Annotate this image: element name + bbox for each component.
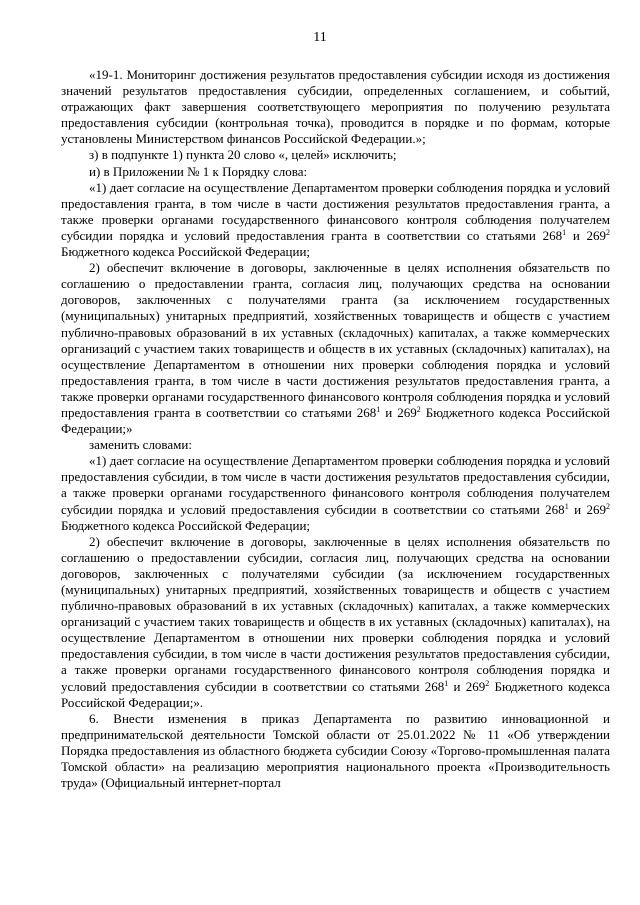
paragraph-old-consent-2 [61, 260, 610, 437]
superscript: 2 [485, 678, 490, 688]
text: и 269 [566, 227, 606, 243]
text: и 269 [380, 404, 417, 420]
superscript: 2 [606, 227, 610, 237]
paragraph-z: з) в подпункте 1) пункта 20 слово «, целей» исключить; [89, 147, 397, 163]
superscript: 1 [564, 501, 569, 511]
superscript: 2 [606, 501, 610, 511]
paragraph-old-consent-1 [61, 180, 610, 260]
superscript: 2 [416, 404, 421, 414]
superscript: 1 [562, 227, 567, 237]
superscript: 1 [444, 678, 449, 688]
paragraph-6: 6. Внести изменения в приказ Департамента по развитию инновационной и предпринимательской деятельности Томской области от 25.01.2022 № 11 «Об утверждении Порядка предоставления из областного бюджета субсидии Союзу «Торгово-промышленная палата Томской области» на реализацию мероприятия национального проекта «Производительность труда» (Официальный интернет-портал [61, 710, 610, 791]
paragraph-new-consent-2 [61, 534, 610, 711]
text: 2) обеспечит включение в договоры, заключенные в целях исполнения обязательств по соглашению о предоставлении гранта, согласия лиц, получающих средства на основании договоров, заключенных с получателями гранта (за исключением государственных (муниципальных) унитарных предприятий, хозяйственных товариществ и обществ с участием публично-правовых образований в их уставных (складочных) капиталах, а также коммерческих организаций с участием таких товариществ и обществ в их уставных (складочных) капиталах), на осуществление Департаментом в отношении них проверки соблюдения порядка и условий предоставления гранта, в том числе в части достижения результатов предоставления гранта, а также проверки органами государственного финансового контроля соблюдения порядка и условий предоставления гранта в соответствии со статьями 268 [61, 260, 610, 420]
paragraph-replace: заменить словами: [89, 437, 192, 453]
text: и 269 [448, 678, 486, 694]
paragraph-new-consent-1 [61, 453, 610, 533]
paragraph-19-1: «19-1. Мониторинг достижения результатов предоставления субсидии исходя из достижения значений результатов предоставления субсидии, определенных соглашением, и событий, отражающих факт завершения соответствующего мероприятия по получению результата предоставления субсидии (контрольная точка), проводится в порядке и по формам, которые установлены Министерством финансов Российской Федерации.»; [61, 67, 610, 147]
text: 2) обеспечит включение в договоры, заключенные в целях исполнения обязательств по соглашению о предоставлении субсидии, согласия лиц, получающих средства на основании договоров, заключенных с получателями субсидии (за исключением государственных (муниципальных) унитарных предприятий, хозяйственных товариществ и обществ с участием публично-правовых образований в их уставных (складочных) капиталах, а также коммерческих организаций с участием таких товариществ и обществ в их уставных (складочных) капиталах), на осуществление Департаментом в отношении них проверки соблюдения порядка и условий предоставления субсидии, в том числе в части достижения результатов предоставления субсидии, а также проверки органами государственного финансового контроля соблюдения порядка и условий предоставления субсидии в соответствии со статьями 268 [61, 533, 610, 694]
text: «1) дает согласие на осуществление Департаментом проверки соблюдения порядка и условий предоставления гранта, в том числе в части достижения результатов предоставления гранта, а также проверки органами государственного финансового контроля соблюдения получателем субсидии порядка и условий предоставления гранта в соответствии со статьями 268 [61, 179, 610, 243]
text: и 269 [568, 501, 606, 517]
text: Бюджетного кодекса Российской Федерации; [61, 244, 311, 260]
paragraph-i: и) в Приложении № 1 к Порядку слова: [89, 163, 308, 179]
text: «1) дает согласие на осуществление Департаментом проверки соблюдения порядка и условий предоставления субсидии, в том числе в части достижения результатов предоставления субсидии, а также проверки органами государственного финансового контроля соблюдения получателем субсидии порядка и условий предоставления субсидии в соответствии со статьями 268 [61, 453, 610, 517]
text: Бюджетного кодекса Российской Федерации; [61, 517, 311, 533]
text: Бюджетного кодекса Российской Федерации;». [61, 678, 610, 710]
text: Бюджетного кодекса Российской Федерации;» [61, 404, 611, 437]
page-number: 11 [313, 30, 327, 45]
document-body [61, 67, 610, 791]
superscript: 1 [376, 404, 381, 414]
